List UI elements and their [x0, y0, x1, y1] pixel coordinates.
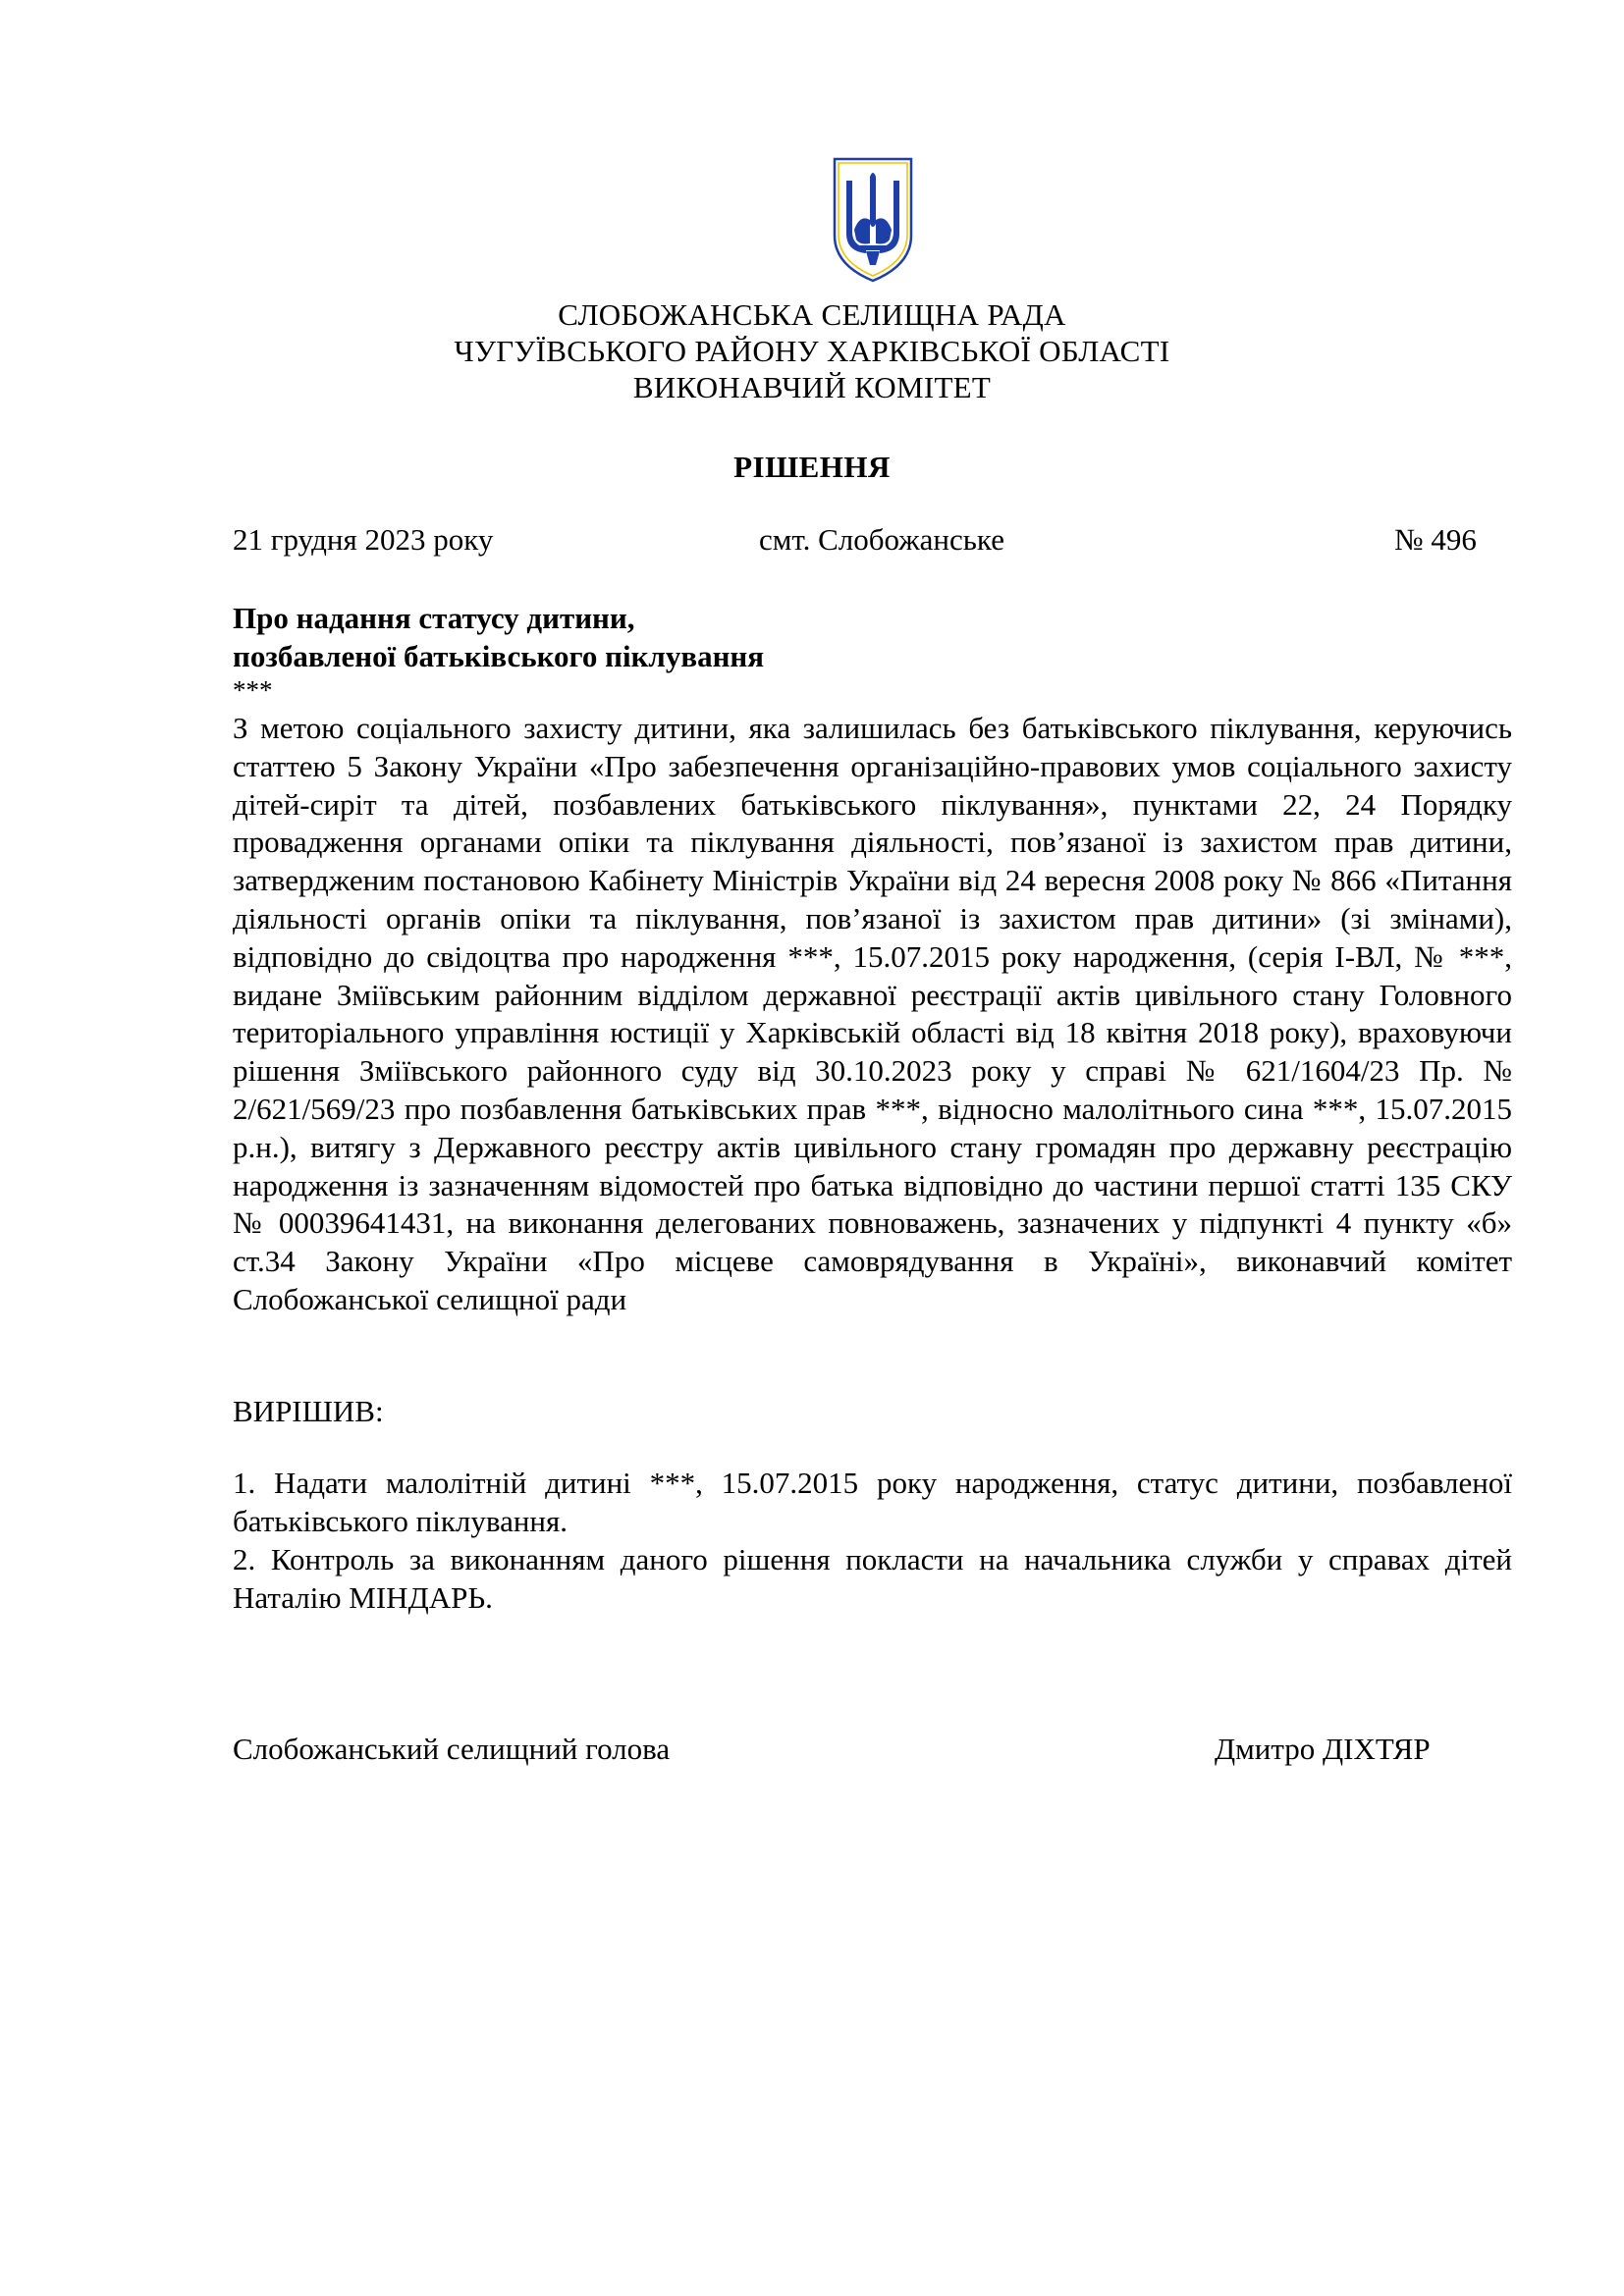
- signatory-position: Слобожанський селищний голова: [233, 1732, 671, 1766]
- decision-subject: [233, 599, 1116, 675]
- committee-name: ВИКОНАВЧИЙ КОМІТЕТ: [632, 370, 992, 404]
- signatory-name: Дмитро ДІХТЯР: [1215, 1732, 1431, 1766]
- subject-line-1: Про надання статусу дитини,: [233, 601, 635, 635]
- decision-date: 21 грудня 2023 року: [233, 522, 494, 557]
- redaction-separator: ***: [233, 675, 273, 705]
- decision-place: смт. Слобожанське: [759, 522, 1004, 557]
- decision-number: № 496: [1394, 522, 1477, 557]
- council-name: СЛОБОЖАНСЬКА СЕЛИЩНА РАДА: [558, 297, 1066, 332]
- decision-item-1: 1. Надати малолітній дитині ***, 15.07.2015 року народження, статус дитини, позбавленої батьківського піклування.: [233, 1466, 1512, 1538]
- decision-item-2: 2. Контроль за виконанням даного рішення покласти на начальника служби у справах дітей Наталію МІНДАРЬ.: [233, 1542, 1512, 1615]
- district-name: ЧУГУЇВСЬКОГО РАЙОНУ ХАРКІВСЬКОЇ ОБЛАСТІ: [454, 334, 1170, 368]
- subject-line-2: позбавленої батьківського піклування: [233, 639, 765, 673]
- preamble-paragraph: З метою соціального захисту дитини, яка залишилась без батьківського піклування, керуючись статтею 5 Закону України «Про забезпечення організаційно-правових умов соціального захисту дітей-сиріт та дітей, позбавлених батьківського піклування», пунктами 22, 24 Порядку провадження органами опіки та піклування діяльності, пов’язаної із захистом прав дитини, затвердженим постановою Кабінету Міністрів України від 24 вересня 2008 року № 866 «Питання діяльності органів опіки та піклування, пов’язаної із захистом прав дитини» (зі змінами), відповідно до свідоцтва про народження ***, 15.07.2015 року народження, (серія І-ВЛ, № ***, видане Зміївським районним відділом державної реєстрації актів цивільного стану Головного територіального управління юстиції у Харківській області від 18 квітня 2018 року), враховуючи рішення Зміївського районного суду від 30.10.2023 року у справі № 621/1604/23 Пр. № 2/621/569/23 про позбавлення батьківських прав ***, відносно малолітнього сина ***, 15.07.2015 р.н.), витягу з Державного реєстру актів цивільного стану громадян про державну реєстрацію народження із зазначенням відомостей про батька відповідно до частини першої статті 135 СКУ № 00039641431, на виконання делегованих повноважень, зазначених у підпункті 4 пункту «б» ст.34 Закону України «Про місцеве самоврядування в Україні», виконавчий комітет Слобожанської селищної ради: [233, 711, 1512, 1316]
- document-type-title: РІШЕННЯ: [733, 450, 891, 484]
- resolved-label: ВИРІШИВ:: [233, 1394, 384, 1428]
- trident-coat-of-arms-icon: [831, 155, 915, 285]
